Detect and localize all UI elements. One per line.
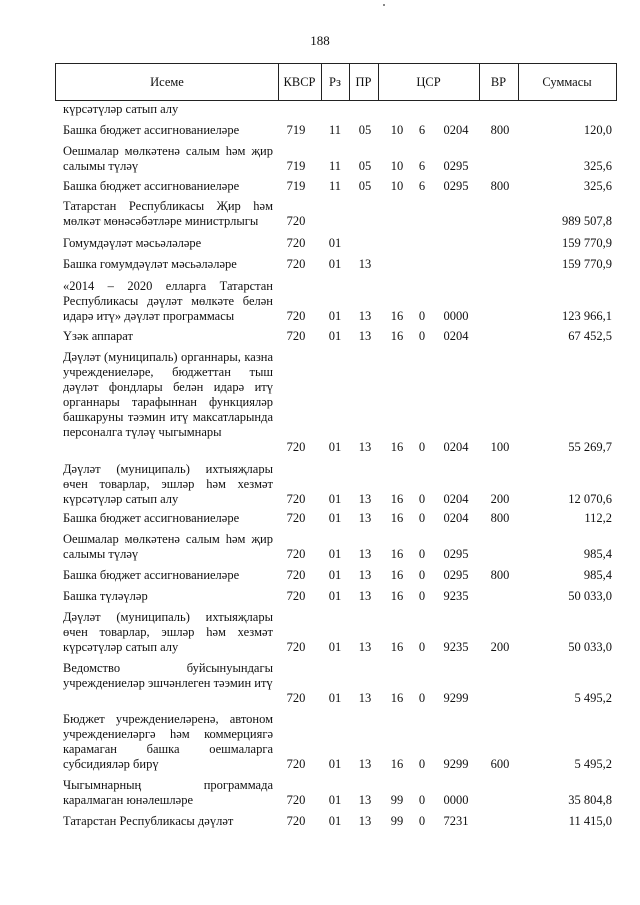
cell-csr2: 0 [418, 691, 426, 705]
cell-csr3: 0295 [443, 179, 469, 193]
row-name: Башка бюджет ассигнованиеләре [63, 179, 240, 193]
cell-csr2: 0 [418, 547, 426, 561]
header-pr: ПР [355, 75, 372, 89]
cell-vr: 100 [490, 440, 510, 454]
cell-vr: 200 [490, 640, 510, 654]
cell-csr3: 0000 [443, 793, 469, 807]
cell-sum: 67 452,5 [568, 329, 612, 343]
cell-pr: 13 [358, 589, 372, 603]
cell-kvsr: 720 [286, 329, 306, 343]
cell-sum: 5 495,2 [574, 691, 612, 705]
cell-csr1: 16 [390, 547, 404, 561]
cell-pr: 13 [358, 640, 372, 654]
cell-rz: 11 [328, 123, 342, 137]
cell-csr1: 10 [390, 123, 404, 137]
cell-sum: 123 966,1 [562, 309, 612, 323]
row-name: Башка бюджет ассигнованиеләре [63, 511, 240, 525]
cell-csr3: 9235 [443, 589, 469, 603]
cell-sum: 11 415,0 [568, 814, 612, 828]
cell-csr1: 16 [390, 329, 404, 343]
cell-kvsr: 719 [286, 179, 306, 193]
cell-pr: 13 [358, 511, 372, 525]
cell-vr: 800 [490, 568, 510, 582]
cell-sum: 159 770,9 [562, 257, 612, 271]
row-name: Чыгымнарның программада каралмаган юнәлешләре [63, 778, 273, 807]
cell-rz: 01 [328, 329, 342, 343]
cell-pr: 13 [358, 329, 372, 343]
row-name: Дәүләт (муниципаль) органнары, казна учреждениеләре, бюджеттан тыш дәүләт фондлары белән идарә итү органнары тарафыннан функцияләр башкаруны тәэмин итү максатларында персоналга түләү чыгымнары [63, 350, 273, 439]
cell-kvsr: 720 [286, 214, 306, 228]
cell-csr3: 7231 [443, 814, 469, 828]
cell-pr: 13 [358, 309, 372, 323]
cell-csr1: 16 [390, 640, 404, 654]
row-name: Татарстан Республикасы дәүләт [63, 814, 234, 828]
cell-rz: 01 [328, 492, 342, 506]
row-name: Татарстан Республикасы Җир һәм мөлкәт мөнәсәбәтләре министрлыгы [63, 199, 273, 228]
table-header [55, 63, 617, 101]
cell-kvsr: 720 [286, 793, 306, 807]
cell-rz: 01 [328, 511, 342, 525]
cell-csr2: 0 [418, 640, 426, 654]
cell-rz: 01 [328, 589, 342, 603]
cell-csr1: 16 [390, 440, 404, 454]
cell-vr: 600 [490, 757, 510, 771]
cell-sum: 325,6 [583, 179, 612, 193]
cell-csr2: 0 [418, 492, 426, 506]
cell-rz: 01 [328, 236, 342, 250]
row-name: Башка гомумдәүләт мәсьәләләре [63, 257, 237, 271]
row-name: Гомумдәүләт мәсьәләләре [63, 236, 202, 250]
cell-rz: 01 [328, 309, 342, 323]
cell-csr3: 0295 [443, 568, 469, 582]
cell-sum: 325,6 [583, 159, 612, 173]
cell-csr3: 0204 [443, 440, 469, 454]
cell-sum: 989 507,8 [562, 214, 612, 228]
cell-kvsr: 720 [286, 511, 306, 525]
cell-sum: 985,4 [583, 547, 612, 561]
cell-pr: 13 [358, 691, 372, 705]
header-vr: ВР [490, 75, 507, 89]
cell-pr: 13 [358, 793, 372, 807]
cell-kvsr: 720 [286, 236, 306, 250]
cell-sum: 55 269,7 [568, 440, 612, 454]
cell-rz: 01 [328, 793, 342, 807]
cell-csr2: 0 [418, 511, 426, 525]
cell-pr: 13 [358, 257, 372, 271]
row-name: Ведомство буйсынуындагы учреждениеләр эшчәнлеген тәэмин итү [63, 661, 273, 690]
cell-sum: 985,4 [583, 568, 612, 582]
cell-sum: 5 495,2 [574, 757, 612, 771]
header-name: Исеме [150, 75, 184, 89]
cell-csr2: 0 [418, 793, 426, 807]
cell-pr: 05 [358, 179, 372, 193]
cell-kvsr: 719 [286, 123, 306, 137]
cell-kvsr: 720 [286, 547, 306, 561]
cell-csr1: 16 [390, 492, 404, 506]
cell-pr: 05 [358, 159, 372, 173]
cell-csr3: 0204 [443, 511, 469, 525]
cell-csr1: 16 [390, 511, 404, 525]
header-rz: Рз [329, 75, 341, 89]
cell-sum: 50 033,0 [568, 589, 612, 603]
cell-sum: 12 070,6 [568, 492, 612, 506]
row-name: «2014 – 2020 елларга Татарстан Республикасы дәүләт мөлкәте белән идарә итү» дәүләт программасы [63, 279, 273, 323]
cell-kvsr: 720 [286, 589, 306, 603]
cell-rz: 01 [328, 640, 342, 654]
cell-rz: 01 [328, 547, 342, 561]
cell-kvsr: 720 [286, 814, 306, 828]
cell-vr: 800 [490, 123, 510, 137]
cell-csr3: 9235 [443, 640, 469, 654]
row-name: Башка бюджет ассигнованиеләре [63, 568, 240, 582]
cell-csr1: 10 [390, 179, 404, 193]
cell-csr2: 0 [418, 440, 426, 454]
cell-kvsr: 720 [286, 568, 306, 582]
cell-csr2: 0 [418, 329, 426, 343]
cell-kvsr: 720 [286, 757, 306, 771]
cell-csr1: 16 [390, 757, 404, 771]
cell-kvsr: 720 [286, 440, 306, 454]
row-name: Дәүләт (муниципаль) ихтыяҗлары өчен товарлар, эшләр һәм хезмәт күрсәтүләр сатып алу [63, 462, 273, 506]
cell-sum: 50 033,0 [568, 640, 612, 654]
cell-csr2: 6 [418, 179, 426, 193]
cell-kvsr: 719 [286, 159, 306, 173]
scan-speck [383, 4, 385, 6]
cell-csr3: 9299 [443, 757, 469, 771]
cell-sum: 120,0 [583, 123, 612, 137]
cell-csr2: 0 [418, 589, 426, 603]
cell-pr: 13 [358, 568, 372, 582]
cell-vr: 200 [490, 492, 510, 506]
cell-csr3: 0295 [443, 159, 469, 173]
cell-csr1: 10 [390, 159, 404, 173]
cell-csr2: 0 [418, 309, 426, 323]
cell-csr1: 99 [390, 814, 404, 828]
cell-csr2: 0 [418, 814, 426, 828]
page-number: 188 [310, 33, 330, 48]
cell-csr3: 0000 [443, 309, 469, 323]
header-sum: Суммасы [542, 75, 592, 89]
cell-csr1: 16 [390, 309, 404, 323]
cell-csr1: 16 [390, 568, 404, 582]
cell-rz: 01 [328, 814, 342, 828]
cell-kvsr: 720 [286, 640, 306, 654]
cell-pr: 13 [358, 757, 372, 771]
cell-sum: 112,2 [584, 511, 612, 525]
cell-rz: 11 [328, 179, 342, 193]
cell-rz: 01 [328, 568, 342, 582]
cell-rz: 01 [328, 691, 342, 705]
cell-vr: 800 [490, 511, 510, 525]
cell-csr3: 0204 [443, 492, 469, 506]
cell-pr: 13 [358, 814, 372, 828]
row-name: Оешмалар мөлкәтенә салым һәм җир салымы түләү [63, 144, 273, 173]
cell-rz: 01 [328, 257, 342, 271]
cell-rz: 01 [328, 440, 342, 454]
row-name: Үзәк аппарат [63, 329, 133, 343]
row-name: Бюджет учреждениеләренә, автоном учреждениеләргә һәм коммерциягә карамаган башка оешмаларга субсидияләр бирү [63, 712, 273, 771]
cell-kvsr: 720 [286, 691, 306, 705]
row-name: Башка бюджет ассигнованиеләре [63, 123, 240, 137]
cell-csr1: 16 [390, 589, 404, 603]
cell-pr: 05 [358, 123, 372, 137]
cell-rz: 01 [328, 757, 342, 771]
header-kvsr: КВСР [283, 75, 316, 89]
cell-csr3: 0204 [443, 329, 469, 343]
cell-rz: 11 [328, 159, 342, 173]
cell-kvsr: 720 [286, 257, 306, 271]
cell-kvsr: 720 [286, 309, 306, 323]
cell-sum: 159 770,9 [562, 236, 612, 250]
cell-pr: 13 [358, 547, 372, 561]
cell-csr3: 9299 [443, 691, 469, 705]
cell-csr2: 6 [418, 123, 426, 137]
cell-vr: 800 [490, 179, 510, 193]
cell-csr2: 0 [418, 568, 426, 582]
cell-csr2: 6 [418, 159, 426, 173]
cell-sum: 35 804,8 [568, 793, 612, 807]
header-csr: ЦСР [416, 75, 441, 89]
cell-csr1: 99 [390, 793, 404, 807]
cell-csr2: 0 [418, 757, 426, 771]
row-name: Дәүләт (муниципаль) ихтыяҗлары өчен товарлар, эшләр һәм хезмәт күрсәтүләр сатып алу [63, 610, 273, 654]
row-name: Оешмалар мөлкәтенә салым һәм җир салымы түләү [63, 532, 273, 561]
cell-pr: 13 [358, 492, 372, 506]
cell-csr3: 0204 [443, 123, 469, 137]
cell-csr3: 0295 [443, 547, 469, 561]
cell-pr: 13 [358, 440, 372, 454]
row-name: Башка түләүләр [63, 589, 148, 603]
cell-kvsr: 720 [286, 492, 306, 506]
row-name: күрсәтүләр сатып алу [63, 102, 179, 116]
cell-csr1: 16 [390, 691, 404, 705]
